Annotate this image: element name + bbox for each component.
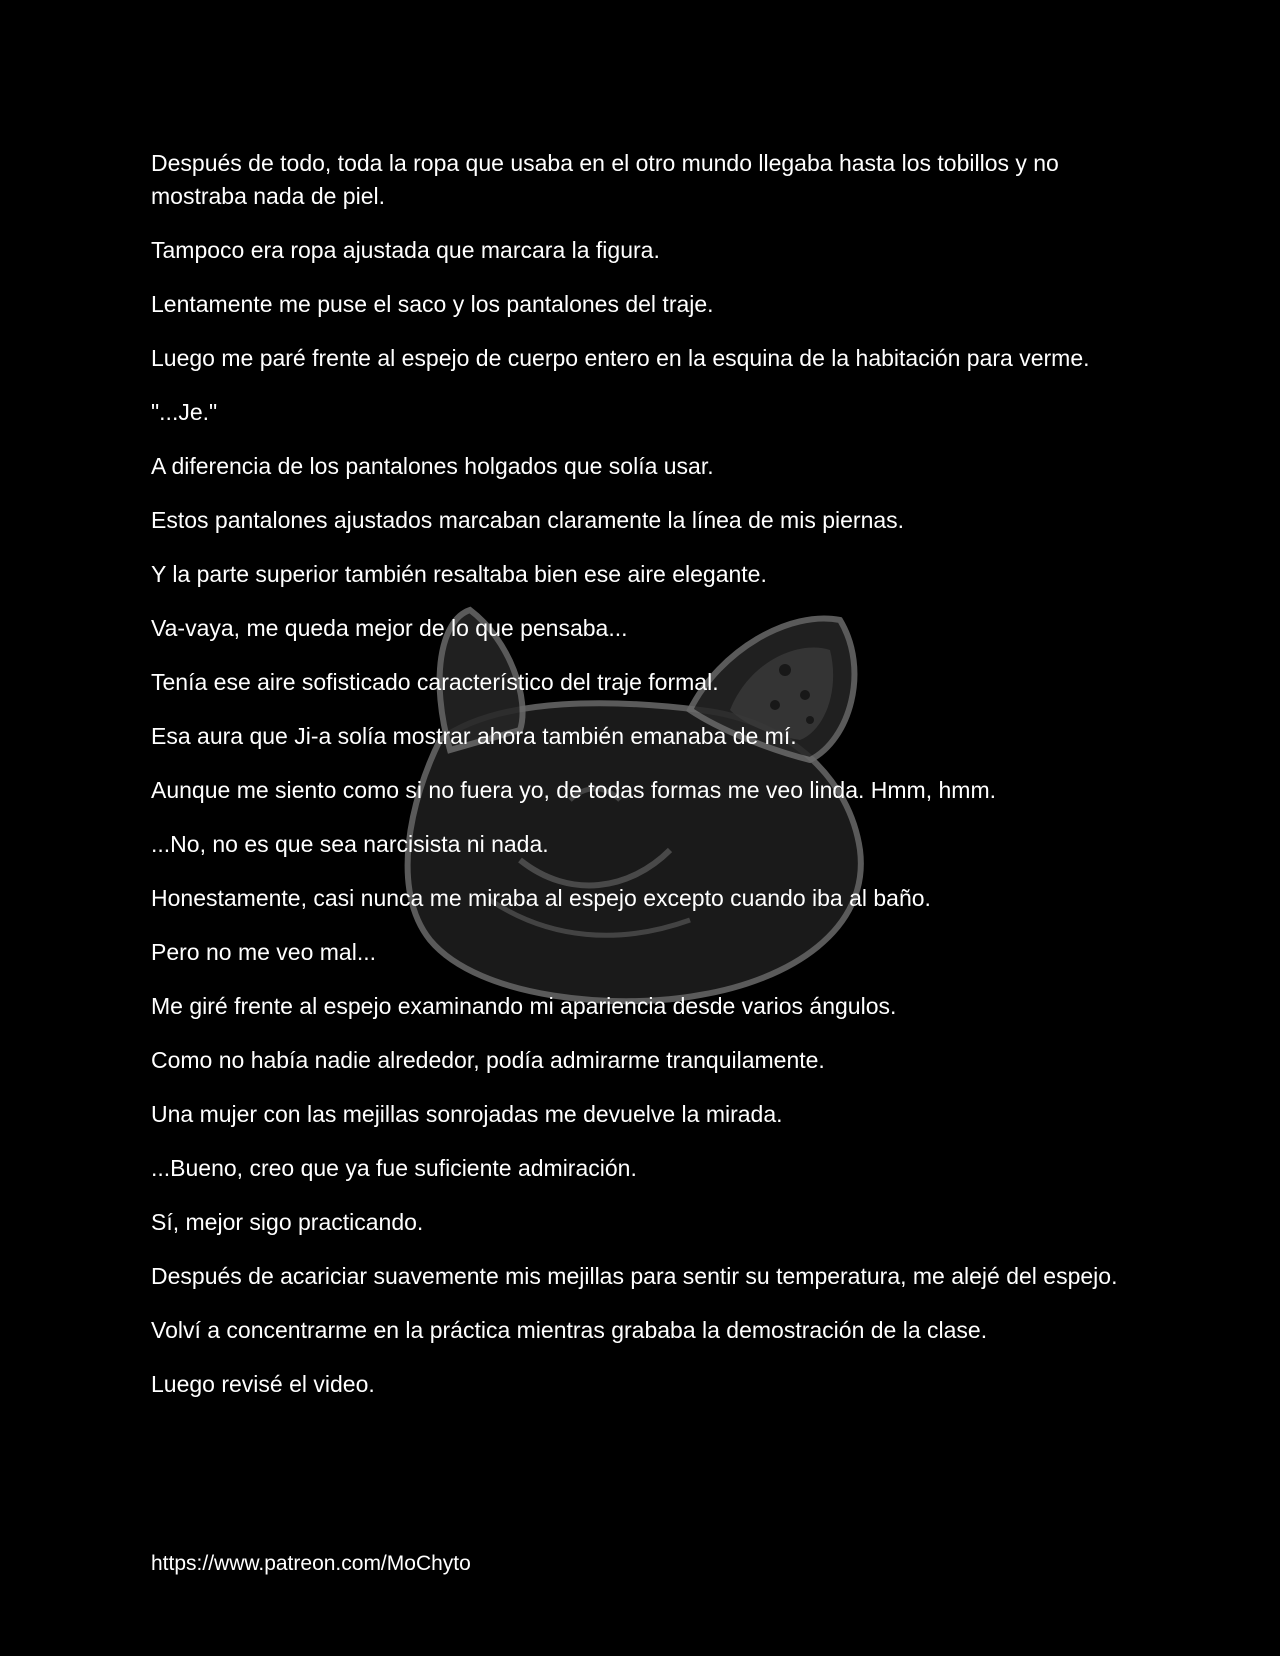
paragraph: Como no había nadie alrededor, podía admirarme tranquilamente. — [151, 1047, 825, 1073]
paragraph: Tampoco era ropa ajustada que marcara la figura. — [151, 237, 660, 263]
paragraph: Estos pantalones ajustados marcaban claramente la línea de mis piernas. — [151, 507, 905, 533]
paragraph: ...No, no es que sea narcisista ni nada. — [151, 831, 549, 857]
paragraph: Después de acariciar suavemente mis mejillas para sentir su temperatura, me alejé del espejo. — [151, 1263, 1118, 1289]
paragraph: Honestamente, casi nunca me miraba al espejo excepto cuando iba al baño. — [151, 885, 931, 911]
paragraph: Sí, mejor sigo practicando. — [151, 1209, 424, 1235]
paragraph: A diferencia de los pantalones holgados que solía usar. — [151, 453, 714, 479]
paragraph: Y la parte superior también resaltaba bien ese aire elegante. — [151, 561, 767, 587]
paragraph: Lentamente me puse el saco y los pantalones del traje. — [151, 291, 714, 317]
paragraph: "...Je." — [151, 399, 218, 425]
document-body — [151, 147, 1141, 1422]
paragraph: Una mujer con las mejillas sonrojadas me devuelve la mirada. — [151, 1101, 783, 1127]
paragraph: Me giré frente al espejo examinando mi apariencia desde varios ángulos. — [151, 993, 897, 1019]
patreon-link[interactable]: https://www.patreon.com/MoChyto — [151, 1552, 471, 1575]
paragraph: Va-vaya, me queda mejor de lo que pensaba... — [151, 615, 628, 641]
paragraph: Pero no me veo mal... — [151, 939, 376, 965]
paragraph: Tenía ese aire sofisticado característico del traje formal. — [151, 669, 719, 695]
paragraph: Luego me paré frente al espejo de cuerpo entero en la esquina de la habitación para verme. — [151, 345, 1090, 371]
paragraph: Aunque me siento como si no fuera yo, de todas formas me veo linda. Hmm, hmm. — [151, 777, 996, 803]
paragraph: Después de todo, toda la ropa que usaba en el otro mundo llegaba hasta los tobillos y no mostraba nada de piel. — [151, 150, 1059, 209]
paragraph: Luego revisé el video. — [151, 1371, 375, 1397]
paragraph: Volví a concentrarme en la práctica mientras grababa la demostración de la clase. — [151, 1317, 988, 1343]
paragraph: Esa aura que Ji-a solía mostrar ahora también emanaba de mí. — [151, 723, 797, 749]
paragraph: ...Bueno, creo que ya fue suficiente admiración. — [151, 1155, 637, 1181]
